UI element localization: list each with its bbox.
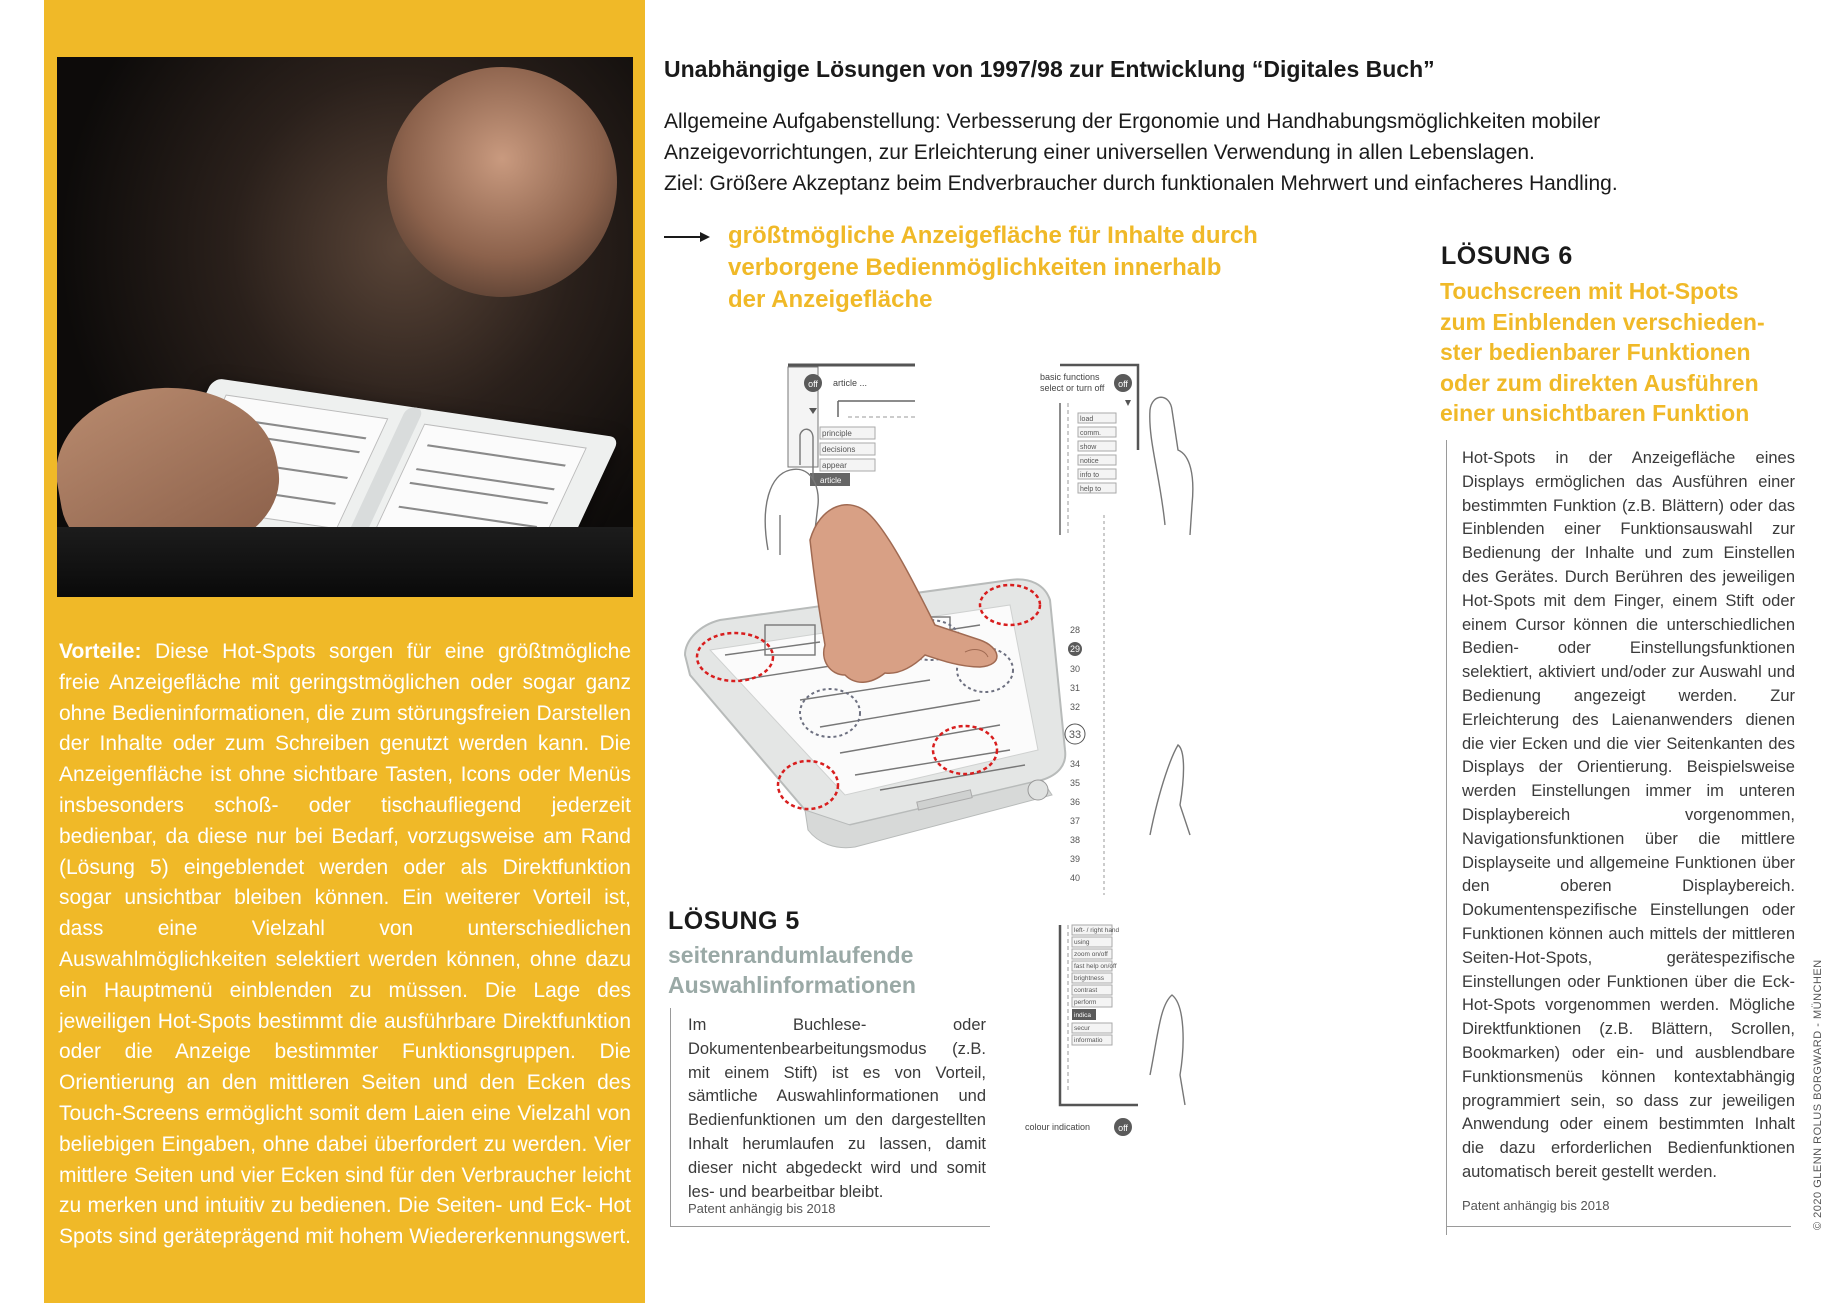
page-number: 38	[1069, 835, 1081, 845]
page-number: 31	[1069, 683, 1081, 693]
chevron-down-icon	[1125, 400, 1131, 406]
menu-item: principle	[822, 429, 852, 438]
vorteile-paragraph	[59, 637, 631, 1253]
colour-indication-label: colour indication	[1025, 1122, 1091, 1132]
menu-item: show	[1080, 444, 1097, 451]
tablet-device	[685, 505, 1065, 848]
vorteile-text: Diese Hot-Spots sorgen für eine größtmögliche freie Anzeigefläche mit geringstmöglichen oder sogar ganz ohne Bedieninformationen, die zum störungsfreien Darstellen der Inhalte oder zum Schreiben genutzt werden kann. Die Anzeigenfläche ist ohne sichtbare Tasten, Icons oder Menüs insbesonders schoß- oder tischaufliegend jederzeit bedienbar, da diese nur bei Bedarf, vorzugsweise am Rand (Lösung 5) eingeblendet werden oder als Direktfunktion sogar unsichtbar bleiben können. Ein weiterer Vorteil ist, dass eine Vielzahl von unterschiedlichen Auswahlmöglichkeiten selektiert werden können, ohne dazu ein Hauptmenü einblenden zu müssen. Die Lage des jeweiligen Hot-Spots bestimmt die ausführbare Direktfunktion oder die Anzeige bestimmter Funktionsgruppen. Die Orientierung an den mittleren Seiten und den Ecken des Touch-Screens ermöglicht somit dem Laien eine Vielzahl von beliebigen Eingaben, ohne dabei überfordert zu werden. Vier mittlere Seiten und vier Ecken sind für den Verbraucher leicht zu merken und intuitiv zu bedienen. Die Seiten- und Eck- Hot Spots sind geräteprägend mit hohem Wiedererkennungswert.	[59, 640, 631, 1249]
sketch-top-right-corner	[1040, 365, 1193, 535]
intro-line: Ziel: Größere Akzeptanz beim Endverbraucher durch funktionalen Mehrwert und einfacheres Handling.	[664, 172, 1618, 195]
device-button-icon	[1028, 780, 1048, 800]
photo-head	[387, 67, 617, 297]
page-number: 40	[1069, 873, 1081, 883]
intro-line: Anzeigevorrichtungen, zur Erleichterung einer universellen Verwendung in allen Lebenslagen.	[664, 141, 1535, 164]
page-number: 37	[1069, 816, 1081, 826]
off-label: off	[808, 379, 818, 389]
solution5-title: LÖSUNG 5	[668, 907, 800, 935]
highlight-line: verborgene Bedienmöglichkeiten innerhalb	[728, 254, 1222, 281]
solution5-subtitle-line: seitenrandumlaufende	[668, 942, 914, 968]
menu-item: zoom on/off	[1074, 951, 1108, 958]
menu-item: fast help on/off	[1074, 963, 1117, 970]
basic-functions-label: basic functions	[1040, 372, 1100, 382]
menu-item: appear	[822, 461, 847, 470]
page-number: 39	[1069, 854, 1081, 864]
intro-text	[664, 106, 1794, 199]
menu-item: help to	[1080, 486, 1102, 493]
solution6-subtitle-line: Touchscreen mit Hot-Spots	[1440, 278, 1739, 304]
article-tab: article	[820, 476, 842, 485]
solution5-patent: Patent anhängig bis 2018	[688, 1201, 836, 1216]
solution5-divider	[670, 1008, 671, 1226]
vorteile-label: Vorteile:	[59, 640, 142, 663]
solution6-title: LÖSUNG 6	[1441, 242, 1573, 270]
photo-man-reading-digital-book	[57, 57, 633, 597]
indicator-label: indica	[1074, 1012, 1091, 1019]
solution5-subtitle-line: Auswahlinformationen	[668, 972, 916, 998]
solution6-subtitle-line: oder zum direkten Ausführen	[1440, 369, 1759, 396]
menu-item: load	[1080, 416, 1094, 423]
menu-item: left- / right hand	[1074, 927, 1120, 934]
solution6-subtitle-line: ster bedienbarer Funktionen	[1440, 339, 1751, 365]
solution6-divider	[1446, 440, 1447, 1235]
solution6-patent: Patent anhängig bis 2018	[1462, 1198, 1610, 1213]
highlight-statement	[728, 220, 1288, 316]
page-number: 34	[1069, 759, 1081, 769]
solution6-subtitle-line: zum Einblenden verschieden-	[1440, 308, 1765, 335]
menu-item: brightness	[1074, 975, 1104, 982]
menu-item: notice	[1080, 458, 1099, 465]
page-number: 35	[1069, 778, 1081, 788]
copyright-notice: © 2020 GLENN ROLUS BORGWARD - MÜNCHEN	[1812, 959, 1824, 1230]
page-number: 28	[1069, 625, 1081, 635]
menu-item: decisions	[822, 445, 856, 454]
menu-item: comm.	[1080, 430, 1101, 437]
solution5-text: Im Buchlese- oder Dokumentenbearbeitungsmodus (z.B. mit einem Stift) ist es von Vorteil, sämtliche Auswahlinformationen und Bedienfunktionen um den dargestellten Inhalt herumlaufen zu lassen, damit dieser nicht abgedeckt wird und somit les- und bearbeitbar bleibt.	[688, 1016, 986, 1201]
device-illustration	[680, 355, 1420, 1155]
arrow-right-icon	[664, 229, 710, 245]
off-label: off	[1118, 379, 1128, 389]
page-number: 36	[1069, 797, 1081, 807]
page-number: 30	[1069, 664, 1081, 674]
page-title: Unabhängige Lösungen von 1997/98 zur Entwicklung “Digitales Buch”	[664, 56, 1435, 82]
solution5-bottom-rule	[670, 1226, 990, 1227]
select-or-turn-off-label: select or turn off	[1040, 383, 1105, 393]
highlight-line: der Anzeigefläche	[728, 286, 933, 313]
highlight-line: größtmögliche Anzeigefläche für Inhalte durch	[728, 222, 1258, 249]
solution6-bottom-rule	[1446, 1226, 1791, 1227]
page-number: 32	[1069, 702, 1081, 712]
page-number-strip	[1065, 515, 1190, 895]
solution6-subtitle	[1440, 276, 1820, 429]
menu-item: perform	[1074, 999, 1097, 1006]
solution6-subtitle-line: einer unsichtbaren Funktion	[1440, 400, 1750, 426]
article-label: article ...	[833, 378, 868, 388]
page-number: 29	[1069, 644, 1081, 654]
off-label: off	[1118, 1123, 1128, 1133]
menu-item: contrast	[1074, 987, 1098, 994]
menu-item: secur	[1074, 1025, 1090, 1032]
intro-line: Allgemeine Aufgabenstellung: Verbesserung der Ergonomie und Handhabungsmöglichkeiten mobiler	[664, 110, 1601, 133]
photo-table	[57, 527, 633, 597]
solution6-text: Hot-Spots in der Anzeigefläche eines Displays ermöglichen das Ausführen einer bestimmten Funktion (z.B. Blättern) oder das Einblenden einer Funktionsauswahl zur Bedienung der Inhalte und zum Einstellen des Gerätes. Durch Berühren des jeweiligen Hot-Spots mit dem Finger, einem Stift oder einem Cursor können die unterschiedlichen Bedien- oder Einstellungsfunktionen selektiert, aktiviert und/oder zur Auswahl und Bedienung angezeigt werden. Zur Erleichterung des Laienanwenders dienen die vier Ecken und die vier Seitenkanten des Displays der Orientierung. Beispielsweise werden Einstellungen immer im unteren Displaybereich vorgenommen, Navigationsfunktionen über die mittlere Displayseite und allgemeine Funktionen über den oberen Displaybereich. Dokumentenspezifische Einstellungen oder Funktionen können auch mittels der mittleren Seiten-Hot-Spots, gerätespezifische Einstellungen oder Funktionen über die Eck-Hot-Spots vorgenommen werden. Mögliche Direktfunktionen (z.B. Blättern, Scrollen, Bookmarken) oder ein- und ausblendbare Funktionsmenüs können kontextabhängig programmiert sein, so dass zur jeweiligen Anwendung oder einem bestimmten Inhalt die dazu erforderlichen Bedienfunktionen automatisch bereit gestellt werden.	[1462, 449, 1795, 1181]
menu-item: using	[1074, 939, 1090, 946]
menu-item: informatio	[1074, 1037, 1103, 1044]
sketch-bottom-right-corner	[1025, 925, 1185, 1136]
page-number-current: 33	[1068, 729, 1082, 741]
menu-item: info to	[1080, 472, 1100, 479]
